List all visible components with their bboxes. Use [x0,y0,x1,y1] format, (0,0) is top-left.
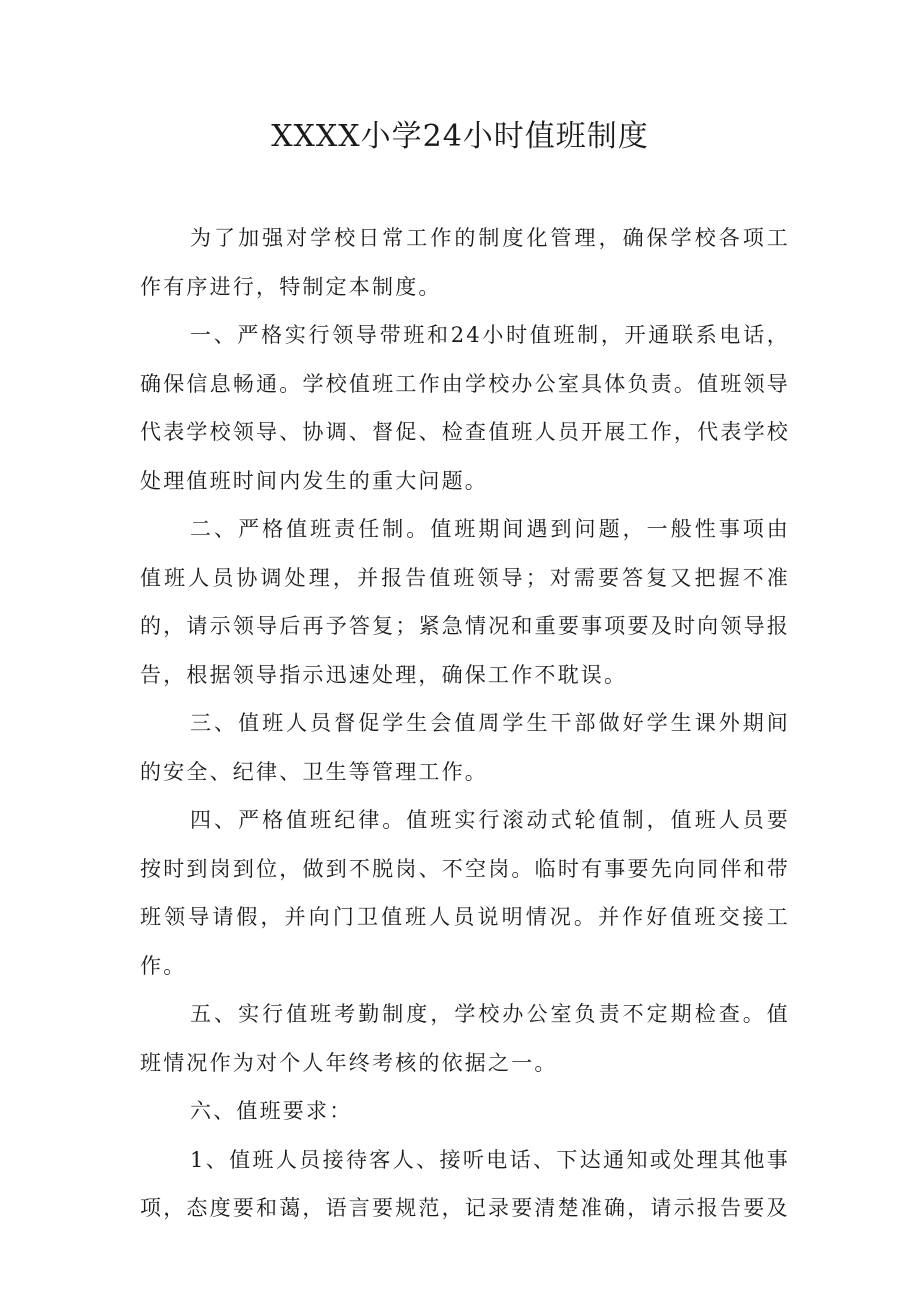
clause-6-item-1-paragraph: 1、值班人员接待客人、接听电话、下达通知或处理其他事项，态度要和蔼，语言要规范，记录要清楚准确，请示报告要及 [140,1147,790,1220]
clause-5-paragraph: 五、实行值班考勤制度，学校办公室负责不定期检查。值班情况作为对个人年终考核的依据之一。 [140,1002,790,1075]
clause-6-heading: 六、值班要求： [190,1099,353,1123]
intro-paragraph: 为了加强对学校日常工作的制度化管理，确保学校各项工作有序进行，特制定本制度。 [140,226,790,299]
clause-4-paragraph: 四、严格值班纪律。值班实行滚动式轮值制，值班人员要按时到岗到位，做到不脱岗、不空岗。临时有事要先向同伴和带班领导请假，并向门卫值班人员说明情况。并作好值班交接工作。 [140,808,790,978]
document-body [140,214,790,1233]
clause-1-paragraph: 一、严格实行领导带班和24小时值班制，开通联系电话，确保信息畅通。学校值班工作由学校办公室具体负责。值班领导代表学校领导、协调、督促、检查值班人员开展工作，代表学校处理值班时间内发生的重大问题。 [140,323,790,493]
clause-2-paragraph: 二、严格值班责任制。值班期间遇到问题，一般性事项由值班人员协调处理，并报告值班领导；对需要答复又把握不准的，请示领导后再予答复；紧急情况和重要事项要及时向领导报告，根据领导指示迅速处理，确保工作不耽误。 [140,517,790,687]
document-title: XXXX小学24小时值班制度 [271,119,649,154]
clause-3-paragraph: 三、值班人员督促学生会值周学生干部做好学生课外期间的安全、纪律、卫生等管理工作。 [140,711,790,784]
